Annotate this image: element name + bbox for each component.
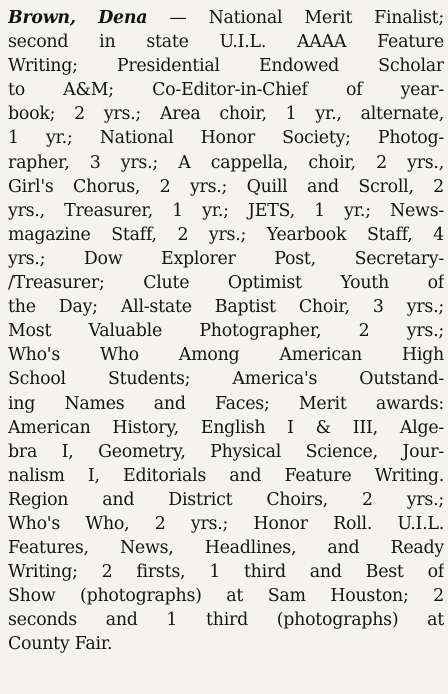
entry-line-19: bra I, Geometry, Physical Science, Jour- [8,441,444,462]
student-name: Brown, Dena [8,8,148,28]
entry-line-5: book; 2 yrs.; Area choir, 1 yr., alternate, [8,104,444,125]
entry-line-15: Who's Who Among American High [8,345,444,366]
entry-line-1 [8,6,444,30]
entry-line-13: the Day; All-state Baptist Choir, 3 yrs.; [8,297,444,318]
entry-line-26: seconds and 1 third (photographs) at [8,610,444,631]
entry-line-7: rapher, 3 yrs.; A cappella, choir, 2 yrs., [8,152,444,173]
entry-line-9: yrs., Treasurer, 1 yr.; JETS, 1 yr.; News- [8,200,444,221]
entry-line-10: magazine Staff, 2 yrs.; Yearbook Staff, 4 [8,224,444,245]
entry-line-20: nalism I, Editorials and Feature Writing. [8,465,444,486]
entry-line-25: Show (photographs) at Sam Houston; 2 [8,586,444,607]
entry-line-14: Most Valuable Photographer, 2 yrs.; [8,321,444,342]
entry-line-18: American History, English I & III, Alge- [8,417,444,438]
entry-line-4: to A&M; Co-Editor-in-Chief of year- [8,80,444,101]
entry-line-8: Girl's Chorus, 2 yrs.; Quill and Scroll, 2 [8,176,444,197]
entry-line-16: School Students; America's Outstand- [8,369,444,390]
entry-line-11: yrs.; Dow Explorer Post, Secretary- [8,248,444,269]
yearbook-entry [8,6,444,657]
name-separator: — [147,8,209,28]
entry-line-21: Region and District Choirs, 2 yrs.; [8,489,444,510]
entry-line-22: Who's Who, 2 yrs.; Honor Roll. U.I.L. [8,513,444,534]
entry-line-24: Writing; 2 firsts, 1 third and Best of [8,562,444,583]
entry-line-3: Writing; Presidential Endowed Scholar [8,56,444,77]
entry-line-17: ing Names and Faces; Merit awards: [8,393,444,414]
entry-line-2: second in state U.I.L. AAAA Feature [8,32,444,53]
entry-line-6: 1 yr.; National Honor Society; Photog- [8,128,444,149]
entry-line-27: County Fair. [8,634,113,655]
entry-line-12: /Treasurer; Clute Optimist Youth of [8,273,444,294]
entry-line-text: National Merit Finalist; [208,8,444,28]
entry-line-23: Features, News, Headlines, and Ready [8,538,444,559]
